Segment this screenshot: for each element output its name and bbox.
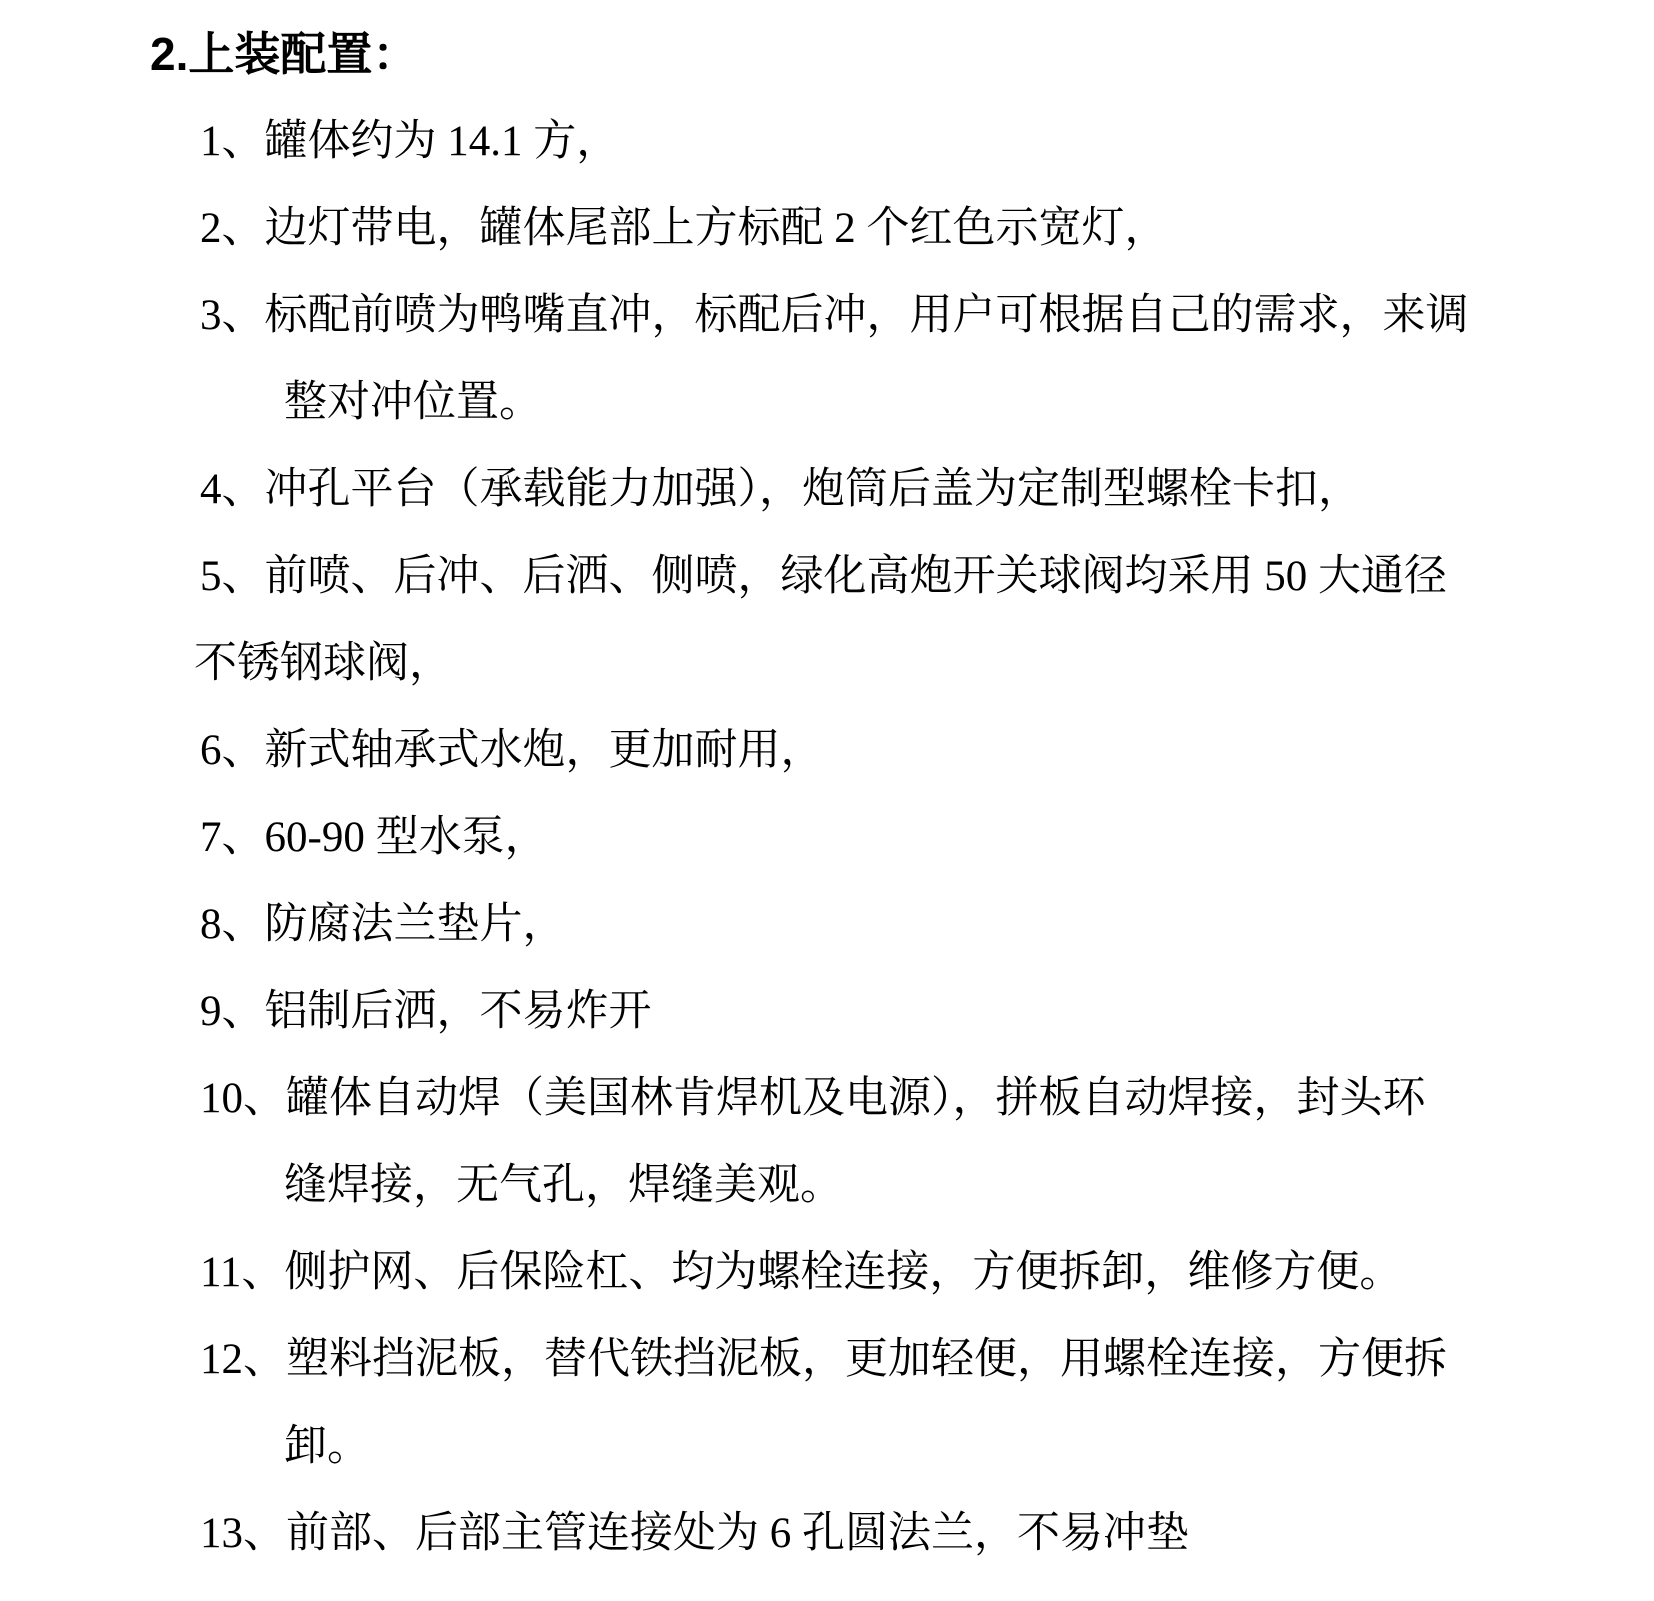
item-12-line-1: 12、塑料挡泥板，替代铁挡泥板，更加轻便，用螺栓连接，方便拆: [200, 1336, 1447, 1383]
item-3-line-1: 3、标配前喷为鸭嘴直冲，标配后冲，用户可根据自己的需求，来调: [200, 292, 1469, 339]
item-12-line-2: 卸。: [284, 1423, 370, 1470]
item-1-line: 1、罐体约为 14.1 方，: [200, 118, 620, 165]
item-2-line: 2、边灯带电，罐体尾部上方标配 2 个红色示宽灯，: [200, 205, 1168, 252]
item-4-line: 4、冲孔平台（承载能力加强），炮筒后盖为定制型螺栓卡扣，: [200, 466, 1361, 513]
item-3-line-2: 整对冲位置。: [284, 379, 542, 426]
document-body: [0, 11, 1654, 1577]
item-7-line: 7、60-90 型水泵，: [200, 814, 548, 861]
item-11-line: 11、侧护网、后保险杠、均为螺栓连接，方便拆卸，维修方便。: [200, 1249, 1403, 1296]
item-10-line-2: 缝焊接，无气孔，焊缝美观。: [284, 1162, 843, 1209]
item-9-line: 9、铝制后洒，不易炸开: [200, 988, 652, 1035]
item-6-line: 6、新式轴承式水炮，更加耐用，: [200, 727, 824, 774]
item-5-line-2: 不锈钢球阀，: [194, 640, 452, 687]
item-8-line: 8、防腐法兰垫片，: [200, 901, 566, 948]
item-13-line: 13、前部、后部主管连接处为 6 孔圆法兰，不易冲垫: [200, 1510, 1189, 1557]
item-5-line-1: 5、前喷、后冲、后洒、侧喷，绿化高炮开关球阀均采用 50 大通径: [200, 553, 1447, 600]
item-10-line-1: 10、罐体自动焊（美国林肯焊机及电源），拼板自动焊接，封头环: [200, 1075, 1426, 1122]
section-heading: 2.上装配置：: [150, 28, 419, 80]
